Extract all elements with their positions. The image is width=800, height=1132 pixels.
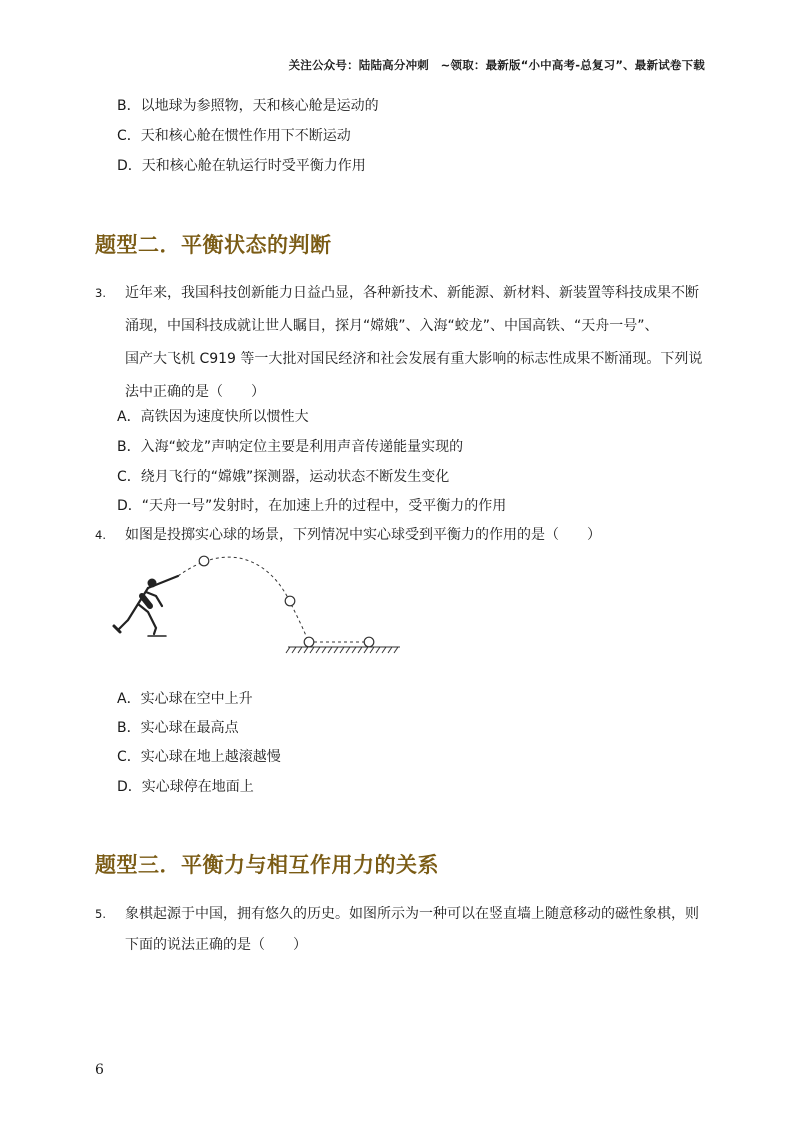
q3-option-b: B．入海“蛟龙”声呐定位主要是利用声音传递能量实现的 [117, 439, 464, 455]
q3-stem-line-2: 涌现，中国科技成就让世人瞩目，探月“嫦娥”、入海“蛟龙”、中国高铁、“天舟一号”、 [125, 318, 659, 334]
shot-put-figure [108, 550, 408, 662]
page-header: 关注公众号：陆陆高分冲刺 ~领取：最新版“小中高考-总复习”、最新试卷下载 [288, 58, 705, 72]
q3-stem-line-4: 法中正确的是（ ） [125, 384, 265, 400]
section-heading-2: 题型二．平衡状态的判断 [95, 233, 332, 257]
q2-option-c: C．天和核心舱在惯性作用下不断运动 [117, 128, 351, 144]
q5-number: 5. [95, 907, 106, 921]
athlete-figure [114, 576, 178, 636]
q4-stem: 如图是投掷实心球的场景，下列情况中实心球受到平衡力的作用的是（ ） [125, 527, 601, 543]
ball-launch [199, 556, 209, 566]
q4-option-a: A．实心球在空中上升 [117, 691, 253, 707]
q3-stem-line-1: 近年来，我国科技创新能力日益凸显，各种新技术、新能源、新材料、新装置等科技成果不断 [125, 285, 699, 301]
q5-stem-line-2: 下面的说法正确的是（ ） [125, 937, 307, 953]
ball-rest [364, 637, 374, 647]
ball-landing [304, 637, 314, 647]
q3-number: 3. [95, 286, 106, 300]
q4-number: 4. [95, 528, 106, 542]
q3-option-c: C．绕月飞行的“嫦娥”探测器，运动状态不断发生变化 [117, 469, 450, 485]
q5-stem-line-1: 象棋起源于中国，拥有悠久的历史。如图所示为一种可以在竖直墙上随意移动的磁性象棋，则 [125, 906, 699, 922]
q3-option-d: D．“天舟一号”发射时，在加速上升的过程中，受平衡力的作用 [117, 498, 507, 514]
section-heading-3: 题型三．平衡力与相互作用力的关系 [95, 853, 439, 877]
q4-option-d: D．实心球停在地面上 [117, 779, 254, 795]
q4-option-b: B．实心球在最高点 [117, 720, 239, 736]
ground-line [286, 647, 400, 653]
q3-stem-line-3: 国产大飞机 C919 等一大批对国民经济和社会发展有重大影响的标志性成果不断涌现。下列说 [125, 351, 703, 367]
page-number: 6 [95, 1062, 104, 1078]
ball-descending [285, 596, 295, 606]
q4-option-c: C．实心球在地上越滚越慢 [117, 749, 281, 765]
q2-option-d: D．天和核心舱在轨运行时受平衡力作用 [117, 158, 366, 174]
q3-option-a: A．高铁因为速度快所以惯性大 [117, 409, 309, 425]
q2-option-b: B．以地球为参照物，天和核心舱是运动的 [117, 98, 379, 114]
